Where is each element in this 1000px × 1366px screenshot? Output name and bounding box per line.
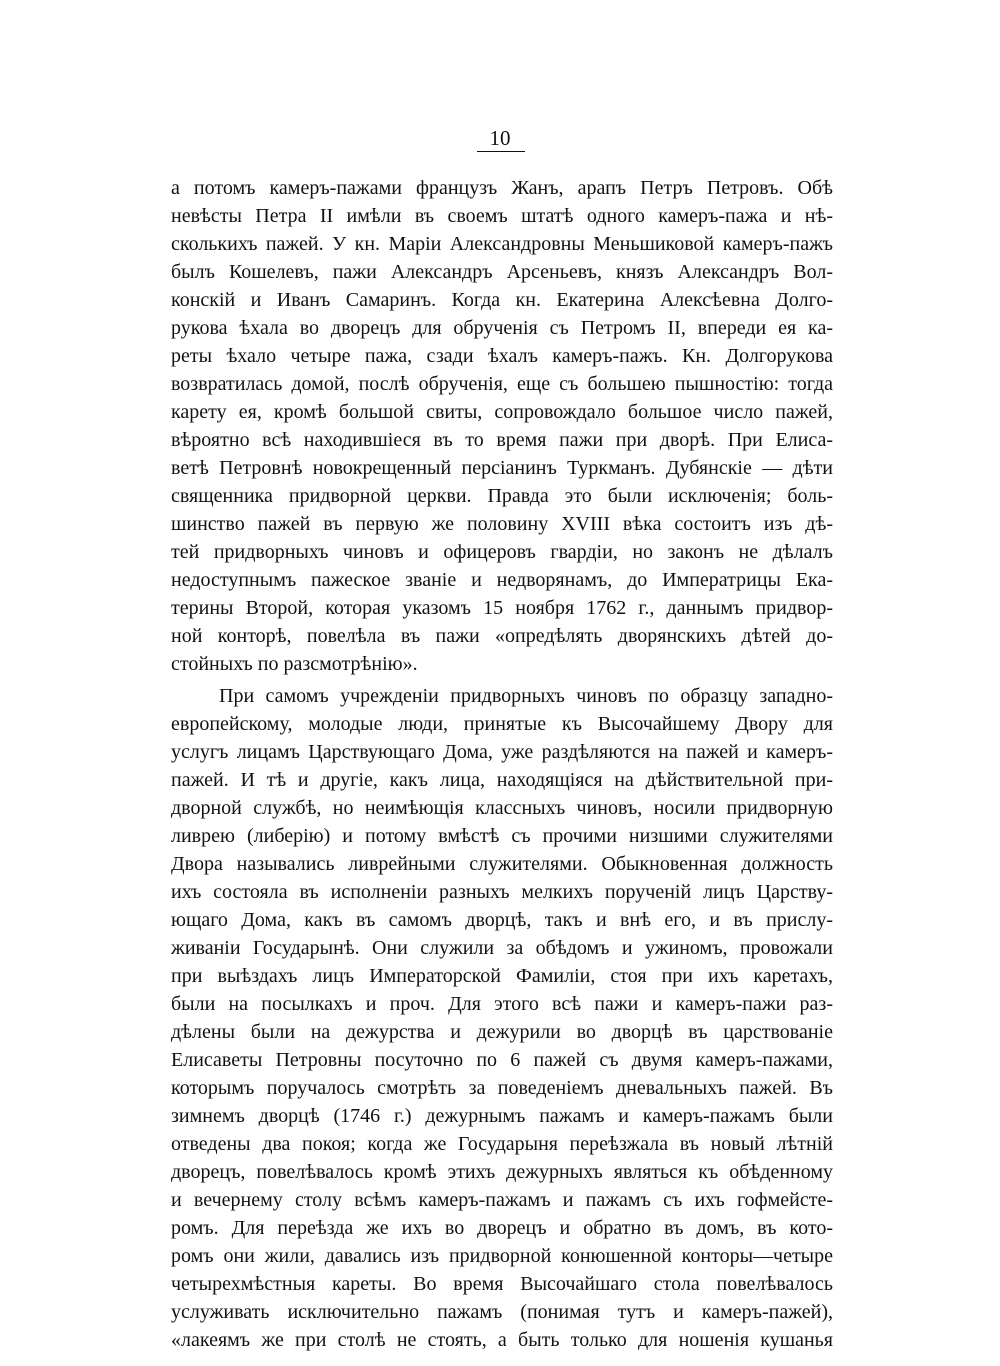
text-line: рукова ѣхала во дворецъ для обрученія съ Петромъ II, впереди ея ка- [171, 317, 833, 339]
text-line: стойныхъ по разсмотрѣнію». [171, 653, 418, 675]
text-line: невѣсты Петра II имѣли въ своемъ штатѣ одного камеръ-пажа и нѣ- [171, 205, 833, 227]
text-line: дворной службѣ, но неимѣющія классныхъ чиновъ, носили придворную [171, 797, 833, 819]
text-line: зимнемъ дворцѣ (1746 г.) дежурнымъ пажамъ и камеръ-пажамъ были [171, 1105, 833, 1127]
paragraph-1 [171, 174, 833, 678]
text-line: былъ Кошелевъ, пажи Александръ Арсеньевъ, князъ Александръ Вол- [171, 261, 833, 283]
text-line: ромъ. Для переѣзда же ихъ во дворецъ и обратно въ домъ, въ кото- [171, 1217, 833, 1239]
text-line: дворецъ, повелѣвалось кромѣ этихъ дежурныхъ являться къ обѣденному [171, 1161, 833, 1183]
text-line: четырехмѣстныя кареты. Во время Высочайшаго стола повелѣвалось [171, 1273, 833, 1295]
text-line: ихъ состояла въ исполненіи разныхъ мелкихъ порученій лицъ Царству- [171, 881, 833, 903]
text-line: которымъ поручалось смотрѣть за поведеніемъ дневальныхъ пажей. Въ [171, 1077, 833, 1099]
text-line: Елисаветы Петровны посуточно по 6 пажей съ двумя камеръ-пажами, [171, 1049, 833, 1071]
paragraph-2 [171, 682, 833, 1354]
text-line: и вечернему столу всѣмъ камеръ-пажамъ и пажамъ съ ихъ гофмейсте- [171, 1189, 833, 1211]
text-line: ливрею (либерію) и потому вмѣстѣ съ прочими низшими служителями [171, 825, 833, 847]
text-line: карету ея, кромѣ большой свиты, сопровождало большое число пажей, [171, 401, 833, 423]
text-line: европейскому, молодые люди, принятые къ Высочайшему Двору для [171, 713, 833, 735]
text-line: услугъ лицамъ Царствующаго Дома, уже раздѣляются на пажей и камеръ- [171, 741, 833, 763]
text-line: ромъ они жили, давались изъ придворной конюшенной конторы—четыре [171, 1245, 833, 1267]
page-number: 10 [489, 126, 511, 150]
text-line: возвратилась домой, послѣ обрученія, еще съ большею пышностію: тогда [171, 373, 833, 395]
text-line: тей придворныхъ чиновъ и офицеровъ гвардіи, но законъ не дѣлалъ [171, 541, 833, 563]
text-line: отведены два покоя; когда же Государыня переѣзжала въ новый лѣтній [171, 1133, 833, 1155]
text-line: недоступнымъ пажеское званіе и недворянамъ, до Императрицы Ека- [171, 569, 833, 591]
text-line: пажей. И тѣ и другіе, какъ лица, находящіяся на дѣйствительной при- [171, 769, 833, 791]
text-line: терины Второй, которая указомъ 15 ноября 1762 г., даннымъ придвор- [171, 597, 833, 619]
text-line: реты ѣхало четыре пажа, сзади ѣхалъ камеръ-пажъ. Кн. Долгорукова [171, 345, 833, 367]
text-line: При самомъ учрежденіи придворныхъ чиновъ по образцу западно- [219, 685, 833, 707]
text-line: Двора назывались ливрейными служителями. Обыкновенная должность [171, 853, 833, 875]
text-line: а потомъ камеръ-пажами французъ Жанъ, арапъ Петръ Петровъ. Обѣ [171, 177, 833, 199]
text-line: ющаго Дома, какъ въ самомъ дворцѣ, такъ и внѣ его, и въ прислу- [171, 909, 833, 931]
text-line: были на посылкахъ и проч. Для этого всѣ пажи и камеръ-пажи раз- [171, 993, 833, 1015]
text-line: живаніи Государынѣ. Они служили за обѣдомъ и ужиномъ, провожали [171, 937, 833, 959]
text-line: сколькихъ пажей. У кн. Маріи Александровны Меньшиковой камеръ-пажъ [171, 233, 833, 255]
page-number-rule [477, 151, 525, 152]
text-line: при выѣздахъ лицъ Императорской Фамиліи, стоя при ихъ каретахъ, [171, 965, 833, 987]
text-line: конскій и Иванъ Самаринъ. Когда кн. Екатерина Алексѣевна Долго- [171, 289, 833, 311]
text-line: дѣлены были на дежурства и дежурили во дворцѣ въ царствованіе [171, 1021, 833, 1043]
text-line: вѣроятно всѣ находившіеся въ то время пажи при дворѣ. При Елиса- [171, 429, 833, 451]
text-line: священника придворной церкви. Правда это были исключенія; боль- [171, 485, 833, 507]
text-line: ной конторѣ, повелѣла въ пажи «опредѣлять дворянскихъ дѣтей до- [171, 625, 833, 647]
text-line: услуживать исключительно пажамъ (понимая тутъ и камеръ-пажей), [171, 1301, 833, 1323]
text-line: шинство пажей въ первую же половину XVIII вѣка состоитъ изъ дѣ- [171, 513, 833, 535]
text-line: ветѣ Петровнѣ новокрещенный персіанинъ Туркманъ. Дубянскіе — дѣти [171, 457, 833, 479]
body-text [171, 174, 833, 1354]
text-line: «лакеямъ же при столѣ не стоять, а быть только для ношенія кушанья [171, 1329, 833, 1351]
